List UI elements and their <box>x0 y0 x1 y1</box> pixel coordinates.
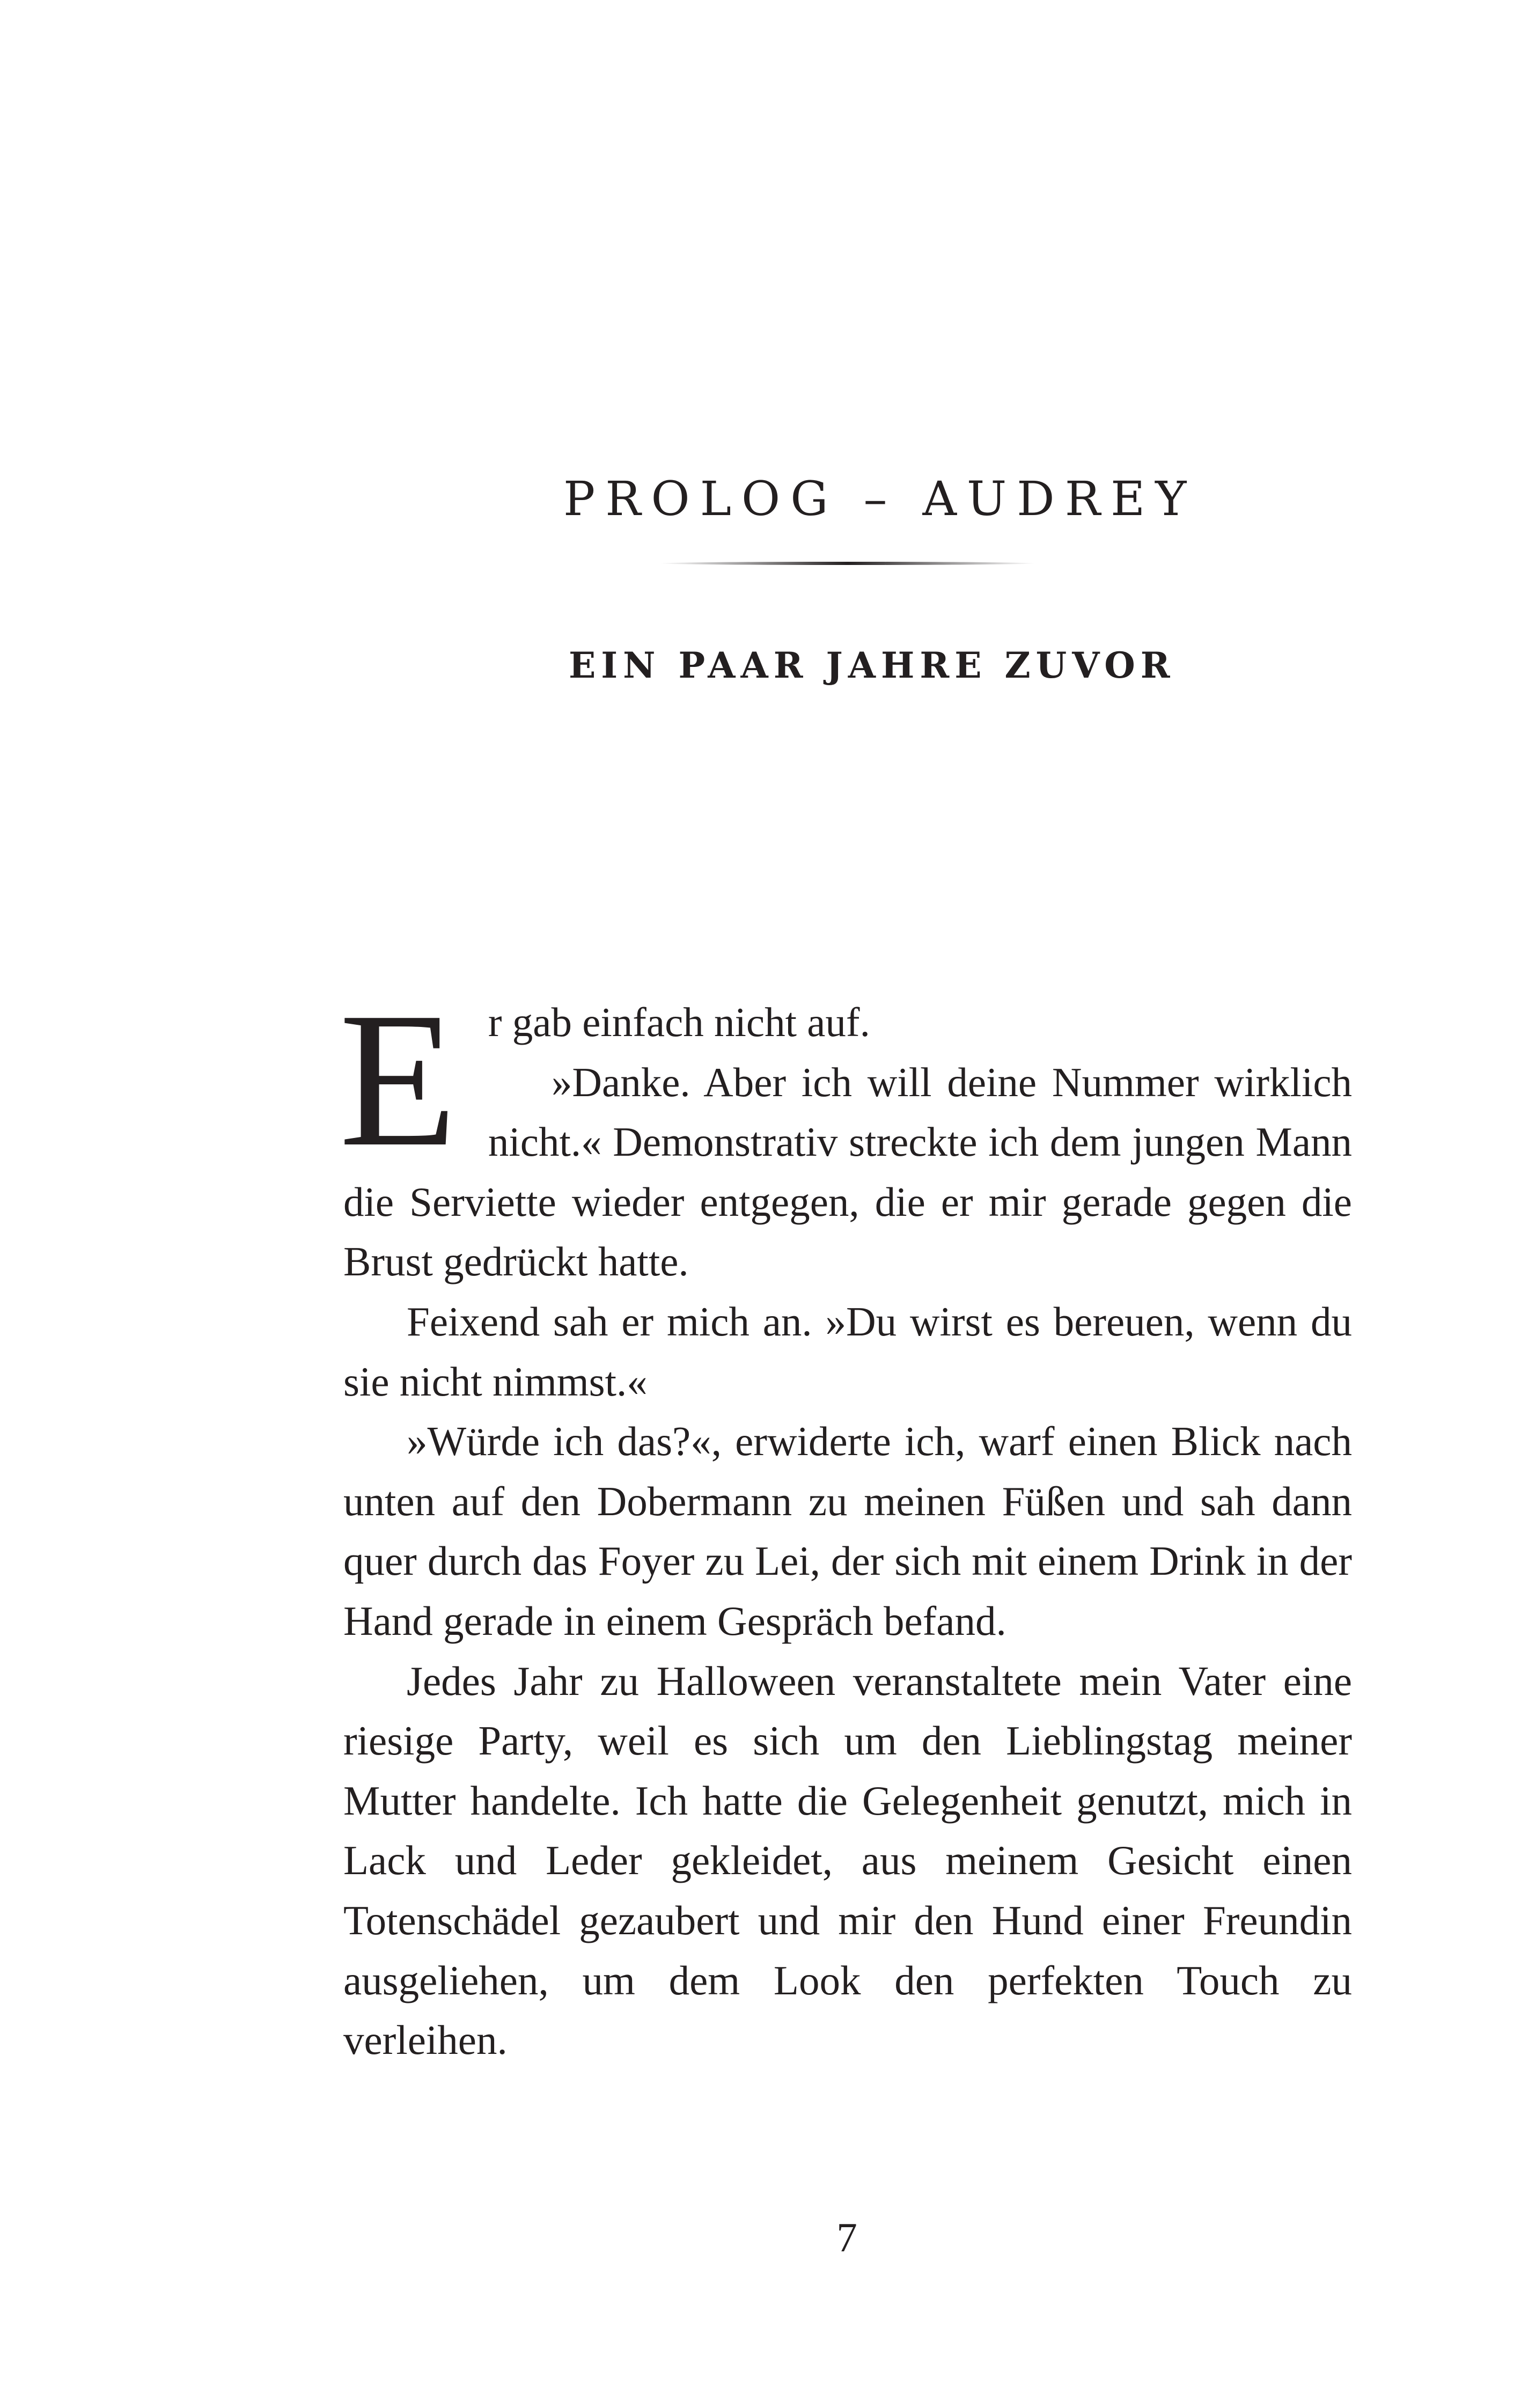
paragraph: »Danke. Aber ich will deine Nummer wirklich nicht.« Demonstrativ streckte ich dem jungen Mann die Serviette wieder entgegen, die er mir gerade gegen die Brust gedrückt hatte. <box>343 1059 1352 1285</box>
chapter-subtitle: EIN PAAR JAHRE ZUVOR <box>569 644 1175 686</box>
paragraph: Feixend sah er mich an. »Du wirst es bereuen, wenn du sie nicht nimmst.« <box>343 1298 1352 1405</box>
paragraph: r gab einfach nicht auf. <box>488 999 870 1045</box>
page-number: 7 <box>836 2214 857 2260</box>
drop-cap: E <box>339 972 457 1186</box>
body-text <box>339 972 1352 2071</box>
chapter-title: PROLOG – AUDREY <box>563 471 1197 526</box>
paragraph: »Würde ich das?«, erwiderte ich, warf einen Blick nach unten auf den Dobermann zu meinen Füßen und sah dann quer durch das Foyer zu Lei, der sich mit einem Drink in der Hand gerade in einem Gespräch befand. <box>343 1418 1352 1644</box>
ornamental-divider <box>660 562 1035 565</box>
paragraph: Jedes Jahr zu Halloween veranstaltete mein Vater eine riesige Party, weil es sich um den Lieblingstag meiner Mutter handelte. Ich hatte die Gelegenheit genutzt, mich in Lack und Leder gekleidet, aus meinem Gesicht einen Totenschädel gezaubert und mir den Hund einer Freundin ausgeliehen, um dem Look den perfekten Touch zu verleihen. <box>343 1657 1352 2064</box>
